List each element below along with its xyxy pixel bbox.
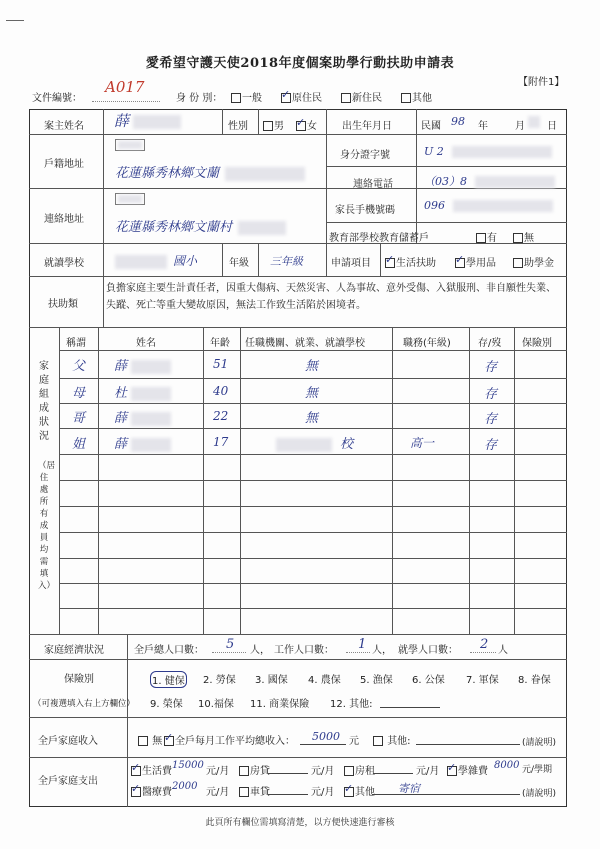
- col-line: [258, 109, 259, 134]
- col-line: [258, 243, 259, 276]
- file-no-line: [92, 101, 160, 102]
- family-row-org[interactable]: [276, 433, 353, 452]
- phone-text: （03）8: [424, 175, 467, 188]
- expense-option-other[interactable]: [343, 783, 375, 798]
- address-text: 花蓮縣秀林鄉文蘭: [115, 166, 220, 181]
- col-line: [416, 134, 417, 243]
- economy-unit: 人，: [250, 645, 270, 656]
- checkbox[interactable]: [476, 233, 486, 243]
- option-label: 助學金: [524, 258, 554, 269]
- expense-option-car[interactable]: [238, 783, 270, 798]
- col-line: [326, 243, 327, 276]
- col-line: [380, 243, 381, 276]
- checkbox-checked[interactable]: [296, 121, 306, 131]
- checkbox[interactable]: [373, 736, 383, 746]
- attachment-label: 【附件1】: [518, 77, 565, 88]
- col-line: [326, 134, 327, 243]
- option-label: 新住民: [352, 93, 382, 104]
- redacted-block: [131, 387, 171, 401]
- gender-option-male[interactable]: [262, 117, 284, 132]
- redacted-block: [276, 438, 332, 452]
- header-name: 姓名: [136, 338, 156, 349]
- family-row-org[interactable]: 無: [305, 359, 319, 374]
- option-label: 其他: [355, 787, 375, 798]
- option-label: 一般: [242, 93, 262, 104]
- birth-year-unit: 年: [478, 121, 488, 132]
- option-label: 生活扶助: [396, 258, 436, 269]
- header-age: 年齡: [210, 338, 230, 349]
- checkbox[interactable]: [401, 93, 411, 103]
- fill-line: [300, 744, 346, 745]
- checkbox-checked[interactable]: [131, 766, 141, 776]
- grade-label: 年級: [229, 258, 249, 269]
- case-owner-name[interactable]: [114, 110, 181, 131]
- economy-unit: 人，: [372, 645, 392, 656]
- expense-explain: (請說明): [522, 789, 557, 799]
- identity-option-general[interactable]: [230, 89, 262, 104]
- economy-unit: 人: [498, 645, 508, 656]
- family-row-name[interactable]: [114, 355, 171, 374]
- header-relation: 稱謂: [66, 338, 86, 349]
- identity-label: 身 份 別：: [176, 93, 223, 104]
- header-org: 任職機關、就業、就讀學校: [245, 338, 365, 349]
- option-label: 生活費: [142, 766, 172, 777]
- row-line: [326, 222, 567, 223]
- col-line: [103, 109, 104, 134]
- col-line: [326, 109, 327, 134]
- redacted-block: [225, 167, 305, 181]
- economy-working-label: 工作人口數：: [274, 645, 334, 656]
- header-status: 存/歿: [478, 338, 502, 349]
- family-row-name[interactable]: [114, 433, 171, 452]
- expense-other-value[interactable]: 寄宿: [398, 782, 420, 795]
- redacted-block: [115, 255, 167, 269]
- income-option-none[interactable]: [137, 732, 162, 747]
- header-position: 職務(年級): [403, 338, 451, 349]
- income-average-value[interactable]: 5000: [312, 730, 340, 743]
- checkbox-checked[interactable]: [131, 787, 141, 797]
- family-row-status[interactable]: 存: [484, 412, 498, 427]
- moe-account-option-yes[interactable]: [475, 229, 497, 244]
- school-label: 就讀學校: [44, 258, 84, 269]
- row-line: [59, 608, 567, 609]
- option-label: 有: [487, 233, 497, 244]
- checkbox[interactable]: [138, 736, 148, 746]
- identity-option-new-resident[interactable]: [340, 89, 382, 104]
- apply-item-living[interactable]: [384, 254, 436, 269]
- family-side-note: （居住處所有成員均需填入）: [38, 461, 56, 591]
- checkbox[interactable]: [513, 233, 523, 243]
- family-row-status[interactable]: 存: [484, 438, 498, 453]
- checkbox-checked[interactable]: [385, 258, 395, 268]
- expense-option-living[interactable]: [130, 762, 172, 777]
- family-row-relation[interactable]: 姐: [72, 437, 86, 452]
- checkbox[interactable]: [263, 121, 273, 131]
- redacted-block: [528, 116, 540, 128]
- option-label: 房貸: [250, 766, 270, 777]
- checkbox[interactable]: [341, 93, 351, 103]
- address-text: 花蓮縣秀林鄉文蘭村: [115, 220, 233, 235]
- family-row-age[interactable]: 17: [213, 435, 229, 449]
- redacted-block: [452, 146, 552, 158]
- insurance-option[interactable]: 7. 軍保: [466, 675, 499, 686]
- grade-value[interactable]: 三年級: [270, 255, 303, 268]
- expense-tuition-value[interactable]: 8000: [494, 760, 520, 771]
- moe-account-label: 教育部學校教育儲蓄戶: [329, 233, 429, 244]
- insurance-option[interactable]: 3. 國保: [255, 675, 288, 686]
- expense-unit: 元/月: [311, 766, 335, 777]
- option-label: 男: [274, 121, 284, 132]
- economy-total-value[interactable]: 5: [226, 637, 235, 652]
- row-line: [59, 532, 567, 533]
- gender-option-female[interactable]: [295, 117, 317, 132]
- row-line: [59, 403, 567, 404]
- expense-unit-term: 元/學期: [522, 765, 553, 775]
- fill-line: [268, 773, 308, 774]
- birth-year[interactable]: 98: [451, 115, 465, 128]
- checkbox-checked[interactable]: [164, 736, 174, 746]
- income-option-average[interactable]: [163, 732, 295, 747]
- expense-medical-value[interactable]: 2000: [172, 781, 198, 792]
- fill-line: [380, 707, 440, 708]
- insurance-option[interactable]: 2. 勞保: [203, 675, 236, 686]
- checkbox[interactable]: [239, 766, 249, 776]
- option-label: 車貸: [250, 787, 270, 798]
- redacted-block: [453, 200, 553, 212]
- postal-code-box[interactable]: [115, 139, 145, 151]
- apply-items-label: 申請項目: [331, 258, 371, 269]
- economy-working-value[interactable]: 1: [358, 637, 367, 652]
- insurance-option-health[interactable]: 1. 健保: [150, 671, 187, 688]
- checkbox[interactable]: [344, 766, 354, 776]
- checkbox[interactable]: [231, 93, 241, 103]
- birth-label: 出生年月日: [342, 121, 392, 132]
- col-line: [416, 109, 417, 134]
- birth-month-unit: 月: [515, 121, 525, 132]
- household-address-label: 戶籍地址: [44, 159, 84, 170]
- option-label: 無: [152, 736, 163, 747]
- row-line: [59, 428, 567, 429]
- fill-line: [373, 773, 413, 774]
- fill-line: [416, 744, 520, 745]
- insurance-option[interactable]: 8. 眷保: [518, 675, 551, 686]
- reason-label: 扶助類: [48, 299, 78, 310]
- option-label: 學雜費: [458, 766, 488, 777]
- row-line: [29, 134, 567, 135]
- fill-line: [470, 652, 496, 653]
- fill-line: [268, 794, 308, 795]
- expense-option-rent[interactable]: [343, 762, 375, 777]
- col-line: [127, 634, 128, 807]
- birth-era: 民國: [421, 121, 441, 132]
- option-label: 無: [524, 233, 534, 244]
- economy-label: 家庭經濟狀況: [44, 645, 104, 656]
- expense-option-medical[interactable]: [130, 783, 172, 798]
- mailing-address-label: 連絡地址: [44, 214, 84, 225]
- col-line: [222, 109, 223, 134]
- income-label: 全戶家庭收入: [38, 736, 98, 747]
- family-row-name[interactable]: [114, 382, 171, 401]
- option-label: 學用品: [466, 258, 496, 269]
- economy-total-label: 全戶總人口數：: [134, 645, 204, 656]
- row-line: [59, 558, 567, 559]
- row-line: [29, 717, 567, 718]
- family-row-status[interactable]: 存: [484, 387, 498, 402]
- parent-mobile-label: 家長手機號碼: [335, 205, 395, 216]
- expense-option-tuition[interactable]: [446, 762, 488, 777]
- checkbox[interactable]: [513, 258, 523, 268]
- row-line: [326, 166, 567, 167]
- expense-unit: 元/月: [311, 787, 335, 798]
- insurance-option[interactable]: 11. 商業保險: [250, 699, 310, 710]
- name-char: 薛: [114, 112, 130, 130]
- household-address-value[interactable]: [115, 162, 305, 181]
- org-text: 校: [340, 437, 354, 452]
- checkbox[interactable]: [239, 787, 249, 797]
- checkbox-checked[interactable]: [455, 258, 465, 268]
- id-number-label: 身分證字號: [340, 150, 390, 161]
- row-line: [29, 327, 567, 328]
- insurance-option[interactable]: 12. 其他:: [330, 699, 373, 710]
- economy-schooling-label: 就學人口數：: [398, 645, 458, 656]
- checkbox-checked[interactable]: [344, 787, 354, 797]
- postal-code-box[interactable]: [115, 193, 145, 205]
- case-owner-label: 案主姓名: [44, 121, 84, 132]
- option-label: 女: [307, 121, 317, 132]
- col-line: [222, 243, 223, 276]
- option-label: 其他:: [387, 736, 411, 747]
- birth-day-unit: 日: [547, 121, 557, 132]
- economy-schooling-value[interactable]: 2: [480, 637, 489, 652]
- family-row-relation[interactable]: 哥: [72, 411, 86, 426]
- mailing-address-value[interactable]: [115, 216, 286, 235]
- insurance-option[interactable]: 9. 榮保: [150, 699, 183, 710]
- insurance-label: 保險別: [64, 674, 94, 685]
- row-line: [59, 350, 567, 351]
- redacted-block: [131, 412, 171, 426]
- income-unit: 元: [349, 736, 359, 747]
- col-line: [103, 134, 104, 327]
- insurance-option[interactable]: 5. 漁保: [360, 675, 393, 686]
- expense-unit: 元/月: [206, 766, 230, 777]
- redacted-block: [118, 195, 142, 203]
- file-no-value: A017: [105, 78, 145, 96]
- option-label: 原住民: [292, 93, 322, 104]
- family-row-status[interactable]: 存: [484, 360, 498, 375]
- expense-label: 全戶家庭支出: [38, 776, 98, 787]
- row-line: [59, 378, 567, 379]
- row-line: [29, 757, 567, 758]
- moe-account-option-no[interactable]: [512, 229, 534, 244]
- fill-line: [212, 652, 246, 653]
- contact-phone-label: 連絡電話: [353, 179, 393, 190]
- row-line: [59, 454, 567, 455]
- redacted-block: [118, 141, 142, 149]
- fill-line: [372, 794, 520, 795]
- row-line: [59, 480, 567, 481]
- file-no-label: 文件編號：: [32, 93, 82, 104]
- insurance-option[interactable]: 6. 公保: [412, 675, 445, 686]
- family-row-relation[interactable]: 母: [72, 386, 86, 401]
- apply-item-scholarship[interactable]: [512, 254, 554, 269]
- form-title: 愛希望守護天使2018年度個案助學行動扶助申請表: [145, 56, 455, 71]
- fill-line: [346, 652, 370, 653]
- option-label: 其他: [412, 93, 432, 104]
- mobile-text: 096: [424, 199, 445, 212]
- surname: 薛: [114, 359, 128, 374]
- identity-option-aboriginal[interactable]: [280, 89, 322, 104]
- family-row-org[interactable]: 無: [305, 411, 319, 426]
- redacted-block: [131, 360, 171, 374]
- contact-phone-value[interactable]: [424, 173, 555, 189]
- gender-label: 性別: [228, 121, 248, 132]
- insurance-option[interactable]: 10.福保: [198, 699, 234, 710]
- identity-option-other[interactable]: [400, 89, 432, 104]
- reason-text: 負擔家庭主要生計責任者，因重大傷病、天然災害、人為事故、意外受傷、入獄服刑、非自願性失業、失蹤、死亡等重大變故原因，無法工作致生活陷於困境者。: [106, 283, 556, 311]
- apply-item-supplies[interactable]: [454, 254, 496, 269]
- row-line: [59, 506, 567, 507]
- parent-mobile-value[interactable]: [424, 199, 553, 212]
- family-row-position[interactable]: 高一: [410, 436, 435, 450]
- redacted-block: [131, 438, 171, 452]
- insurance-note: （可複選填入右上方欄位）: [33, 699, 136, 709]
- row-line: [59, 583, 567, 584]
- footer-note: 此頁所有欄位需填寫清楚，以方便快速進行審核: [205, 818, 395, 828]
- header-insurance: 保險別: [522, 338, 552, 349]
- id-prefix: U 2: [424, 145, 444, 158]
- family-row-name[interactable]: [114, 407, 171, 426]
- family-side-label: 家庭組成狀況: [39, 361, 49, 442]
- row-line: [29, 659, 567, 660]
- expense-unit: 元/月: [206, 787, 230, 798]
- family-row-org[interactable]: 無: [305, 386, 319, 401]
- family-row-age[interactable]: 22: [213, 409, 229, 423]
- expense-living-value[interactable]: 15000: [172, 760, 204, 771]
- option-label: 醫療費: [142, 787, 172, 798]
- family-row-relation[interactable]: 父: [72, 359, 86, 374]
- surname: 杜: [114, 386, 128, 401]
- school-value[interactable]: [115, 252, 197, 269]
- surname: 薛: [114, 437, 128, 452]
- expense-unit: 元/月: [416, 766, 440, 777]
- row-line: [29, 276, 567, 277]
- redacted-block: [133, 115, 181, 129]
- surname: 薛: [114, 411, 128, 426]
- row-line: [29, 634, 567, 635]
- expense-option-housing[interactable]: [238, 762, 270, 777]
- checkbox-checked[interactable]: [281, 93, 291, 103]
- school-text: 國小: [173, 254, 198, 268]
- family-row-age[interactable]: 51: [213, 357, 229, 371]
- income-option-other[interactable]: [372, 732, 411, 747]
- corner-mark: [6, 20, 24, 21]
- id-number-value[interactable]: [424, 145, 552, 158]
- insurance-option[interactable]: 4. 農保: [308, 675, 341, 686]
- redacted-block: [238, 221, 286, 235]
- income-explain: (請說明): [522, 738, 557, 748]
- family-row-age[interactable]: 40: [213, 384, 229, 398]
- option-label: 房租: [355, 766, 375, 777]
- checkbox-checked[interactable]: [447, 766, 457, 776]
- redacted-block: [475, 176, 555, 188]
- option-label: 全戶每月工作平均總收入：: [175, 736, 295, 747]
